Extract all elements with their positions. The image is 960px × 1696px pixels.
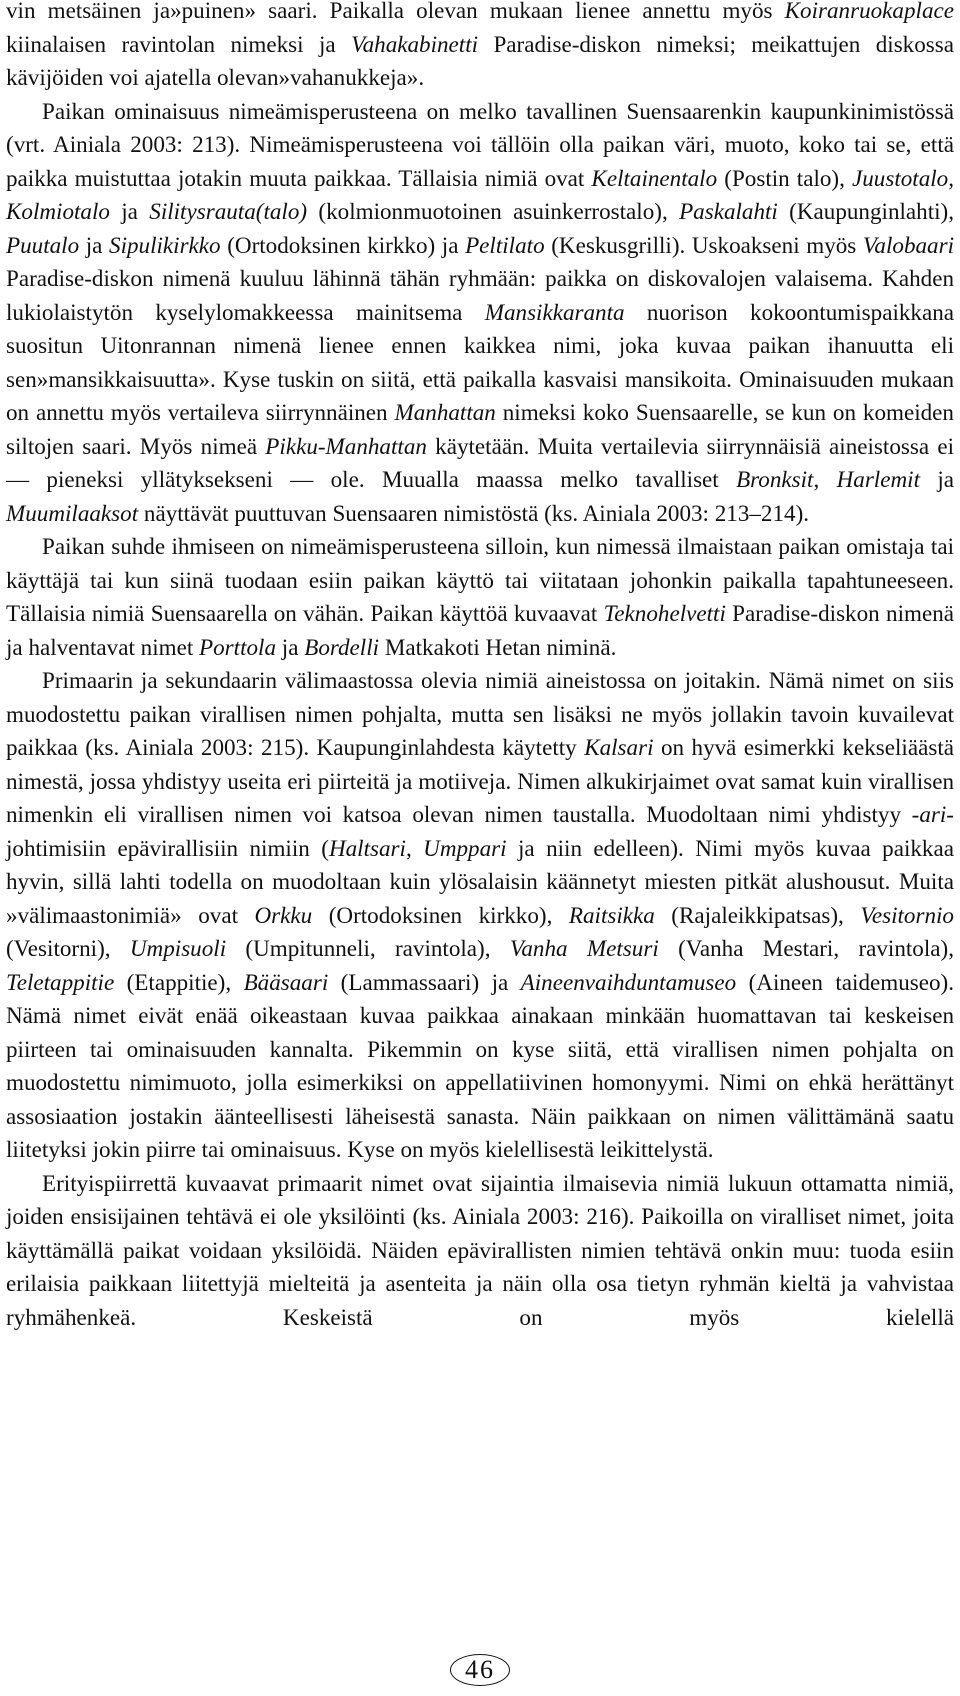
text-run: Paradise-diskon nimenä kuuluu lähinnä tähän ryhmään: paikka on diskovalojen valaisema. Kahden lukiolaistytön kyselylomakkeessa mainitsema [6, 265, 954, 325]
text-run: Erityispiirrettä kuvaavat primaarit nimet ovat sijaintia ilmaisevia nimiä lukuun ottamatta nimiä, joiden ensisijainen tehtävä ei ole yksilöinti (ks. Ainiala 2003: 216). Paikoilla on viralliset nimet, joita käyttämällä paikat voidaan yksilöidä. Näiden epävirallisten nimien tehtävä onkin muu: tuoda esiin erilaisia paikkaan liitettyjä mielteitä ja asenteita ja näin olla osa tietyn ryhmän kieltä ja vahvistaa ryhmähenkeä. Keskeistä on myös kielellä [6, 1169, 954, 1330]
italic-term: Mansikkaranta [484, 298, 625, 325]
text-run: (Kaupunginlahti), [777, 198, 954, 224]
italic-term: Aineenvaihduntamuseo [520, 968, 737, 995]
text-run: käytetään. Muita vertailevia siirrynnäisiä aineistossa ei — pieneksi yllätyksekseni — ole. Muualla maassa melko tavalliset [6, 432, 954, 492]
paragraph [6, 1167, 954, 1335]
text-run: (Rajaleikkipatsas), [654, 901, 861, 928]
text-run: Matkakoti Hetan niminä. [379, 633, 617, 660]
italic-term: Harlemit [836, 466, 920, 492]
text-run: Paradise-diskon nimenä ja halventavat nimet [6, 600, 954, 660]
paragraph [6, 664, 954, 1167]
text-run: -johtimisiin epävirallisiin nimiin ( [6, 801, 954, 861]
text-run: , [405, 834, 424, 861]
italic-term: Teknohelvetti [603, 600, 726, 626]
text-run: ja [919, 466, 954, 492]
italic-term: Keltainentalo [591, 164, 718, 191]
italic-term: Manhattan [394, 399, 496, 425]
italic-term: Koiranruokaplace [784, 0, 954, 23]
text-run: on hyvä esimerkki kekseliäästä nimestä, jossa yhdistyy useita eri piirteitä ja motiiveja. Nimen alkukirjaimet ovat samat kuin virallisen nimenkin eli virallisen nimen voi katsoa olevan nimen taustalla. Muodoltaan nimi yhdistyy [6, 734, 954, 827]
paragraph [6, 0, 954, 95]
italic-term: Vesitornio [860, 901, 954, 928]
body-text [6, 0, 954, 1334]
italic-term: Raitsikka [568, 901, 655, 928]
text-run: (Umpitunneli, ravintola), [226, 935, 510, 961]
text-run: ja [276, 633, 305, 660]
italic-term: Teletappitie [6, 968, 115, 995]
text-run: (Postin talo), [717, 164, 852, 191]
italic-term: Bronksit [736, 466, 814, 492]
italic-term: Umppari [423, 834, 507, 861]
text-run: vin metsäinen ja»puinen» saari. Paikalla olevan mukaan lienee annettu myös [6, 0, 785, 23]
text-run: näyttävät puuttuvan Suensaaren nimistöstä (ks. Ainiala 2003: 213–214). [138, 499, 810, 526]
italic-term: Valobaari [862, 231, 954, 258]
paragraph [6, 95, 954, 531]
text-run: (Vesitorni), [6, 935, 130, 961]
text-run: (Lammassaari) ja [328, 968, 521, 995]
text-run: Paikan suhde ihmiseen on nimeämisperusteena silloin, kun nimessä ilmaistaan paikan omistaja tai käyttäjä tai kun siinä tuodaan esiin paikan käyttö tai viitataan johonkin paikalla tapahtuneeseen. Tällaisia nimiä Suensaarella on vähän. Paikan käyttöä kuvaavat [6, 533, 954, 626]
italic-term: Vahakabinetti [351, 30, 479, 57]
italic-term: Bordelli [304, 633, 380, 660]
italic-term: Peltilato [465, 231, 545, 258]
text-run: ja [79, 231, 110, 258]
italic-term: Kalsari [584, 734, 654, 760]
italic-term: Paskalahti [679, 198, 778, 224]
italic-term: Vanha Metsuri [509, 935, 659, 961]
text-run: (Ortodoksinen kirkko), [312, 901, 569, 928]
italic-term: Haltsari [328, 834, 406, 861]
page-number: 46 [450, 1654, 510, 1686]
italic-term: Porttola [199, 633, 276, 660]
italic-term: Puutalo [6, 231, 80, 258]
italic-term: Bääsaari [243, 968, 329, 995]
text-run: ja niin edelleen). Nimi myös kuvaa paikkaa hyvin, sillä lahti todella on muodoltaan kuin ylösalaisin käännetyt miesten pitkät alushousut. Muita »välimaastonimiä» ovat [6, 834, 954, 928]
text-run: kiinalaisen ravintolan nimeksi ja [6, 30, 352, 57]
text-run: (kolmionmuotoinen asuinkerrostalo), [307, 198, 680, 224]
text-run: nimeksi koko Suensaarelle, se kun on komeiden siltojen saari. Myös nimeä [6, 399, 954, 459]
text-run: Paradise-diskon nimeksi; meikattujen diskossa kävijöiden voi ajatella olevan»vahanukkeja». [6, 30, 954, 90]
text-run: (Ortodoksinen kirkko) ja [220, 231, 466, 258]
text-run: Paikan ominaisuus nimeämisperusteena on melko tavallinen Suensaarenkin kaupunkinimistössä (vrt. Ainiala 2003: 213). Nimeämisperusteena voi tällöin olla paikan väri, muoto, koko tai se, että paikka muistuttaa jotakin muuta paikkaa. Tällaisia nimiä ovat [6, 97, 954, 191]
text-run: (Vanha Mestari, ravintola), [658, 935, 954, 961]
text-run: , [813, 466, 837, 492]
text-run: (Keskusgrilli). Uskoakseni myös [544, 231, 863, 258]
italic-term: -ari [911, 801, 947, 827]
italic-term: Sipulikirkko [109, 231, 221, 258]
italic-term: Juustotalo, Kolmiotalo [6, 164, 954, 224]
text-run: Primaarin ja sekundaarin välimaastossa olevia nimiä aineistossa on joitakin. Nämä nimet on siis muodostettu paikan virallisen nimen pohjalta, mutta sen lisäksi ne myös jollakin tavoin kuvailevat paikkaa (ks. Ainiala 2003: 215). Kaupunginlahdesta käytetty [6, 667, 954, 760]
text-run: nuorison kokoontumispaikkana suositun Uitonrannan nimenä lienee ennen kaikkea nimi, joka kuvaa paikan ihanuutta eli sen»mansikkaisuutta». Kyse tuskin on siitä, että paikalla kasvaisi mansikoita. Ominaisuuden mukaan on annettu myös vertaileva siirrynnäinen [6, 298, 954, 425]
italic-term: Orkku [254, 901, 313, 928]
italic-term: Umpisuoli [129, 935, 227, 961]
italic-term: Muumilaaksot [6, 499, 139, 526]
text-run: (Etappitie), [114, 968, 244, 995]
page-number-container [0, 1654, 960, 1686]
italic-term: Pikku-Manhattan [265, 432, 427, 459]
text-run: (Aineen taidemuseo). Nämä nimet eivät enää oikeastaan kuvaa paikkaa ainakaan minkään huomattavan tai keskeisen piirteen tai ominaisuuden kannalta. Pikemmin on kyse siitä, että virallisen nimen pohjalta on muodostettu nimimuoto, jolla esimerkiksi on appellatiivinen homonyymi. Nimi on ehkä herättänyt assosiaation jostakin äänteellisesti läheisestä sanasta. Näin paikkaan on nimen välittämänä saatu liitetyksi jokin piirre tai ominaisuus. Kyse on myös kielellisestä leikittelystä. [6, 968, 954, 1162]
text-run: ja [109, 198, 150, 224]
italic-term: Silitysrauta(talo) [149, 198, 308, 224]
paragraph [6, 530, 954, 664]
